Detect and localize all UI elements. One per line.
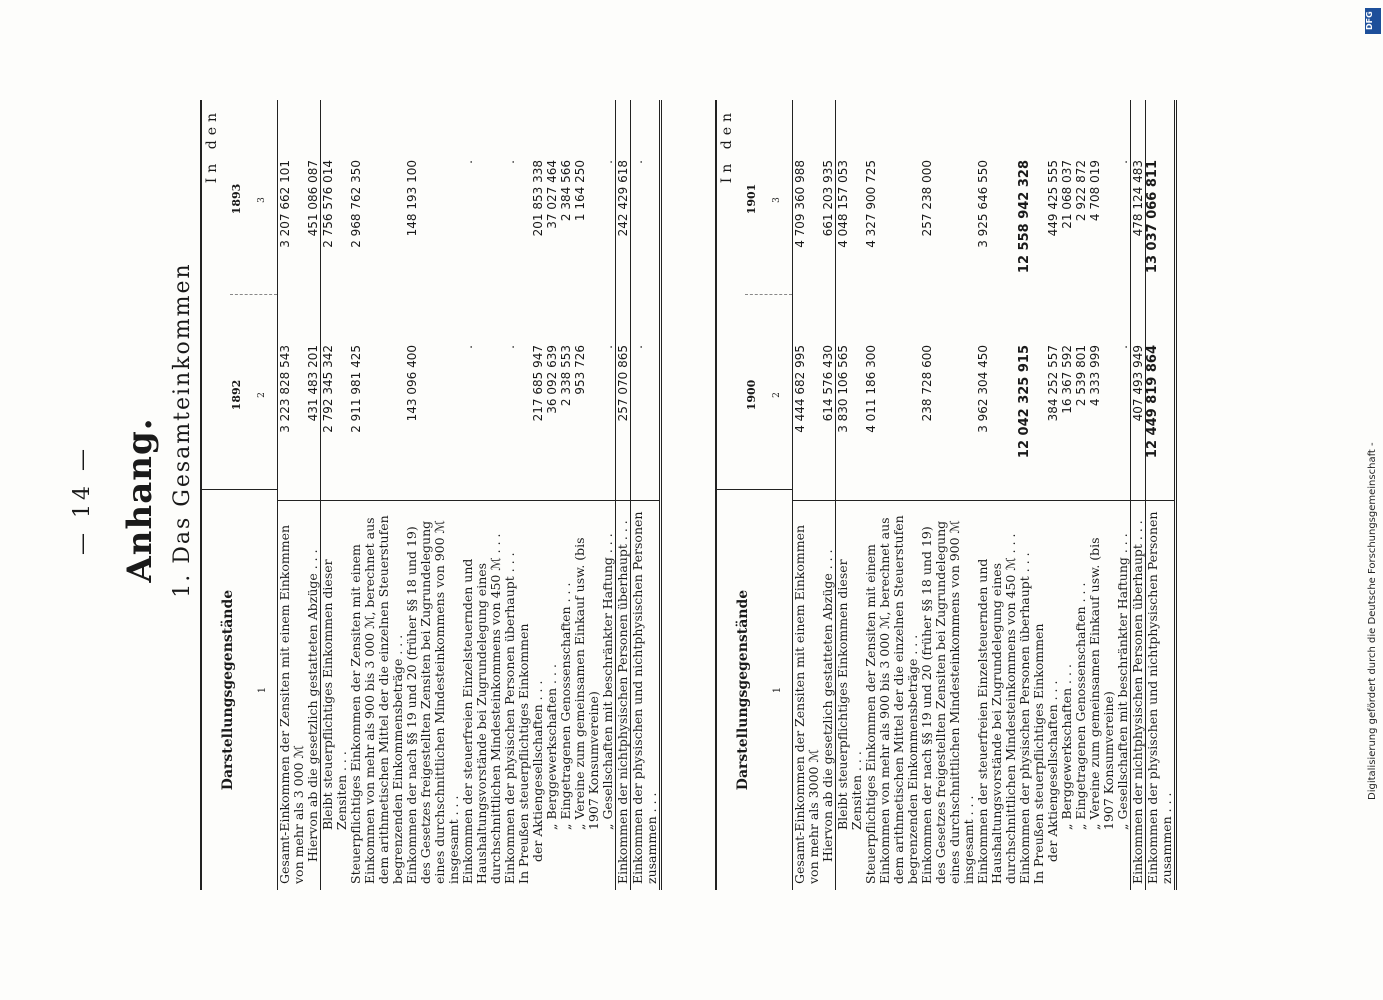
- row-label: In Preußen steuerpflichtiges Einkommen: [517, 500, 531, 890]
- column-header-year: 1901: [745, 104, 792, 295]
- row-value-year1: 2 792 345 342: [321, 345, 335, 433]
- row-value-year1: 614 576 430: [821, 345, 835, 422]
- row-label: „ Eingetragenen Genossenschaften . . .: [559, 500, 573, 890]
- row-value-year2: 148 193 100: [405, 160, 419, 237]
- row-value-year1: .: [503, 345, 517, 349]
- row-value-year2: 242 429 618: [616, 160, 630, 237]
- row-value-year1: 257 070 865: [616, 345, 630, 422]
- row-value-year2: .: [461, 160, 475, 164]
- row-label: der Aktiengesellschaften . . .: [531, 500, 545, 890]
- row-value-year1: 36 092 639: [545, 345, 559, 414]
- row-value-year2: .: [601, 160, 615, 164]
- row-label: der Aktiengesellschaften . . .: [1046, 500, 1060, 890]
- row-value-year2: 13 037 066 811: [1145, 160, 1160, 274]
- row-value-year1: 143 096 400: [405, 345, 419, 422]
- column-header-year: 1892: [230, 379, 243, 411]
- row-value-year1: .: [1116, 345, 1130, 349]
- row-value-year2: 661 203 935: [821, 160, 835, 237]
- table-row: [1116, 100, 1130, 890]
- table-row: [503, 100, 517, 890]
- row-label: Einkommen der physischen und nichtphysischen Personen zusammen . . .: [631, 500, 659, 890]
- row-value-year2: 21 068 037: [1060, 160, 1074, 229]
- table-row: [615, 100, 630, 890]
- row-label: „ Gesellschaften mit beschränkter Haftung . . .: [1116, 500, 1130, 890]
- column-number: 1: [257, 686, 268, 694]
- row-value-year1: 4 011 186 300: [864, 345, 878, 433]
- row-value-year2: .: [503, 160, 517, 164]
- column-header-year: 1900: [745, 379, 758, 411]
- row-label: „ Berggewerkschaften . . .: [1060, 500, 1074, 890]
- table-row: [531, 100, 545, 890]
- column-group-label: In den: [719, 108, 735, 184]
- row-label: Steuerpflichtiges Einkommen der Zensiten mit einem Einkommen von mehr als 900 bis 3 000 ℳ, berechnet aus dem arithmetischen Mittel der die einzelnen Steuerstufen begrenzenden Einkommensbeträge . . .: [349, 500, 405, 890]
- row-value-year2: 12 558 942 328: [1017, 160, 1032, 274]
- table-body: [278, 100, 659, 890]
- row-label: Gesamt-Einkommen der Zensiten mit einem Einkommen von mehr als 3 000 ℳ: [278, 500, 306, 890]
- table-row: [821, 100, 835, 890]
- row-label: Gesamt-Einkommen der Zensiten mit einem Einkommen von mehr als 3000 ℳ: [793, 500, 821, 890]
- row-label: Einkommen der physischen Personen überhaupt . . .: [1018, 500, 1032, 890]
- row-value-year1: 431 483 201: [306, 345, 320, 422]
- digitization-credit: Digitalisierung gefördert durch die Deutsche Forschungsgemeinschaft -: [1367, 442, 1378, 800]
- row-value-year1: 3 962 304 450: [976, 345, 990, 433]
- table-row: [1130, 100, 1145, 890]
- column-number: 1: [772, 686, 783, 694]
- row-value-year2: 4 327 900 725: [864, 160, 878, 248]
- row-label: Bleibt steuerpflichtiges Einkommen dieser Zensiten . . .: [321, 500, 349, 890]
- row-value-year2: 451 086 087: [306, 160, 320, 237]
- row-value-year1: 12 042 325 915: [1017, 345, 1032, 459]
- section-title: 1. Das Gesamteinkommen: [170, 262, 195, 598]
- row-value-year2: .: [1116, 160, 1130, 164]
- row-value-year2: 3 207 662 101: [278, 160, 292, 248]
- row-value-year1: [517, 305, 531, 500]
- row-value-year1: 2 911 981 425: [349, 345, 363, 433]
- row-value-year2: 37 027 464: [545, 160, 559, 229]
- table-row: [573, 100, 601, 890]
- column-number: 2: [772, 392, 782, 398]
- row-value-year1: [1032, 305, 1046, 500]
- row-value-year2: .: [631, 160, 645, 164]
- table-row: [976, 100, 1018, 890]
- row-label: Einkommen der nichtphysischen Personen überhaupt . . .: [616, 500, 630, 890]
- row-value-year1: 384 252 557: [1046, 345, 1060, 422]
- row-value-year1: 2 338 553: [559, 345, 573, 407]
- table-row: [405, 100, 461, 890]
- row-value-year2: 201 853 338: [531, 160, 545, 237]
- row-label: „ Berggewerkschaften . . .: [545, 500, 559, 890]
- row-label: Einkommen der nach §§ 19 und 20 (früher §§ 18 und 19) des Gesetzes freigestellten Zensiten bei Zugrundelegung eines durchschnittlichen Mindesteinkommens von 900 ℳ insgesamt . . .: [920, 500, 976, 890]
- row-value-year2: 3 925 646 550: [976, 160, 990, 248]
- table-row: [601, 100, 615, 890]
- row-label: Einkommen der nichtphysischen Personen überhaupt . . .: [1131, 500, 1145, 890]
- row-value-year1: 3 223 828 543: [278, 345, 292, 433]
- table-header: [202, 100, 278, 890]
- dfg-logo: DFG: [1365, 8, 1381, 34]
- income-table-1900-1901: [715, 100, 1177, 890]
- table-row: [920, 100, 976, 890]
- table-row: [306, 100, 320, 890]
- table-header: [717, 100, 793, 890]
- table-row: [1074, 100, 1088, 890]
- table-row: [793, 100, 821, 890]
- row-value-year1: 3 830 106 565: [836, 345, 850, 433]
- row-value-year1: .: [601, 345, 615, 349]
- row-label: „ Vereine zum gemeinsamen Einkauf usw. (bis 1907 Konsumvereine): [573, 500, 601, 890]
- table-row: [278, 100, 306, 890]
- row-value-year1: .: [631, 345, 645, 349]
- table-row: [1088, 100, 1116, 890]
- row-value-year2: 2 968 762 350: [349, 160, 363, 248]
- column-number: 3: [772, 197, 782, 203]
- row-value-year2: 449 425 555: [1046, 160, 1060, 237]
- row-label: Einkommen der nach §§ 19 und 20 (früher §§ 18 und 19) des Gesetzes freigestellten Zensiten bei Zugrundelegung eines durchschnittlichen Mindesteinkommens von 900 ℳ insgesamt . . .: [405, 500, 461, 890]
- row-value-year2: 4 048 157 053: [836, 160, 850, 248]
- row-value-year2: 2 384 566: [559, 160, 573, 222]
- table-row: [349, 100, 405, 890]
- row-value-year2: 1 164 250: [573, 160, 587, 222]
- row-label: „ Eingetragenen Genossenschaften . . .: [1074, 500, 1088, 890]
- table-row: [1046, 100, 1060, 890]
- page-title: Anhang.: [120, 417, 160, 583]
- row-value-year2: 4 708 019: [1088, 160, 1102, 222]
- table-row: [1145, 100, 1174, 890]
- row-label: „ Gesellschaften mit beschränkter Haftung . . .: [601, 500, 615, 890]
- row-label: Hiervon ab die gesetzlich gestatteten Abzüge . . .: [306, 500, 320, 890]
- row-label: Einkommen der physischen und nichtphysischen Personen zusammen . . .: [1146, 500, 1174, 890]
- column-number: 3: [257, 197, 267, 203]
- row-value-year2: [1032, 110, 1046, 305]
- column-header-year: 1893: [230, 104, 277, 295]
- table-row: [461, 100, 503, 890]
- table-row: [1060, 100, 1074, 890]
- table-row: [864, 100, 920, 890]
- row-value-year2: 4 709 360 988: [793, 160, 807, 248]
- row-value-year1: 407 493 949: [1131, 345, 1145, 422]
- column-number: 2: [257, 392, 267, 398]
- table-row: [545, 100, 559, 890]
- row-value-year2: [517, 110, 531, 305]
- table-row: [320, 100, 349, 890]
- row-value-year1: 4 444 682 995: [793, 345, 807, 433]
- row-value-year1: 217 685 947: [531, 345, 545, 422]
- row-value-year2: 2 756 576 014: [321, 160, 335, 248]
- income-table-1892-1893: [200, 100, 662, 890]
- column-header-subject: Darstellungsgegenstände: [735, 589, 751, 791]
- row-label: „ Vereine zum gemeinsamen Einkauf usw. (bis 1907 Konsumvereine): [1088, 500, 1116, 890]
- row-value-year1: .: [461, 345, 475, 349]
- row-label: Einkommen der physischen Personen überhaupt . . .: [503, 500, 517, 890]
- row-value-year1: 4 333 999: [1088, 345, 1102, 407]
- table-row: [835, 100, 864, 890]
- row-label: Bleibt steuerpflichtiges Einkommen dieser Zensiten . . .: [836, 500, 864, 890]
- table-row: [630, 100, 659, 890]
- page-number: — 14 —: [70, 445, 95, 555]
- table-row: [1018, 100, 1032, 890]
- table-row: [1032, 100, 1046, 890]
- row-value-year2: 478 124 483: [1131, 160, 1145, 237]
- row-label: Steuerpflichtiges Einkommen der Zensiten mit einem Einkommen von mehr als 900 bis 3 000 ℳ, berechnet aus dem arithmetischen Mittel der die einzelnen Steuerstufen begrenzenden Einkommensbeträge . . .: [864, 500, 920, 890]
- column-header-subject: Darstellungsgegenstände: [220, 589, 236, 791]
- row-label: In Preußen steuerpflichtiges Einkommen: [1032, 500, 1046, 890]
- row-value-year1: 238 728 600: [920, 345, 934, 422]
- row-value-year1: 2 539 801: [1074, 345, 1088, 407]
- column-group-label: In den: [204, 108, 220, 184]
- row-label: Hiervon ab die gesetzlich gestatteten Abzüge . . .: [821, 500, 835, 890]
- row-value-year1: 12 449 819 864: [1145, 345, 1160, 459]
- table-row: [559, 100, 573, 890]
- row-value-year1: 16 367 592: [1060, 345, 1074, 414]
- row-value-year2: 257 238 000: [920, 160, 934, 237]
- row-label: Einkommen der steuerfreien Einzelsteuernden und Haushaltungsvorstände bei Zugrundelegung eines durchschnittlichen Mindesteinkommens von 450 ℳ . . .: [976, 500, 1018, 890]
- row-value-year2: 2 922 872: [1074, 160, 1088, 222]
- row-label: Einkommen der steuerfreien Einzelsteuernden und Haushaltungsvorstände bei Zugrundelegung eines durchschnittlichen Mindesteinkommens von 450 ℳ . . .: [461, 500, 503, 890]
- table-body: [793, 100, 1174, 890]
- table-row: [517, 100, 531, 890]
- row-value-year1: 953 726: [573, 345, 587, 395]
